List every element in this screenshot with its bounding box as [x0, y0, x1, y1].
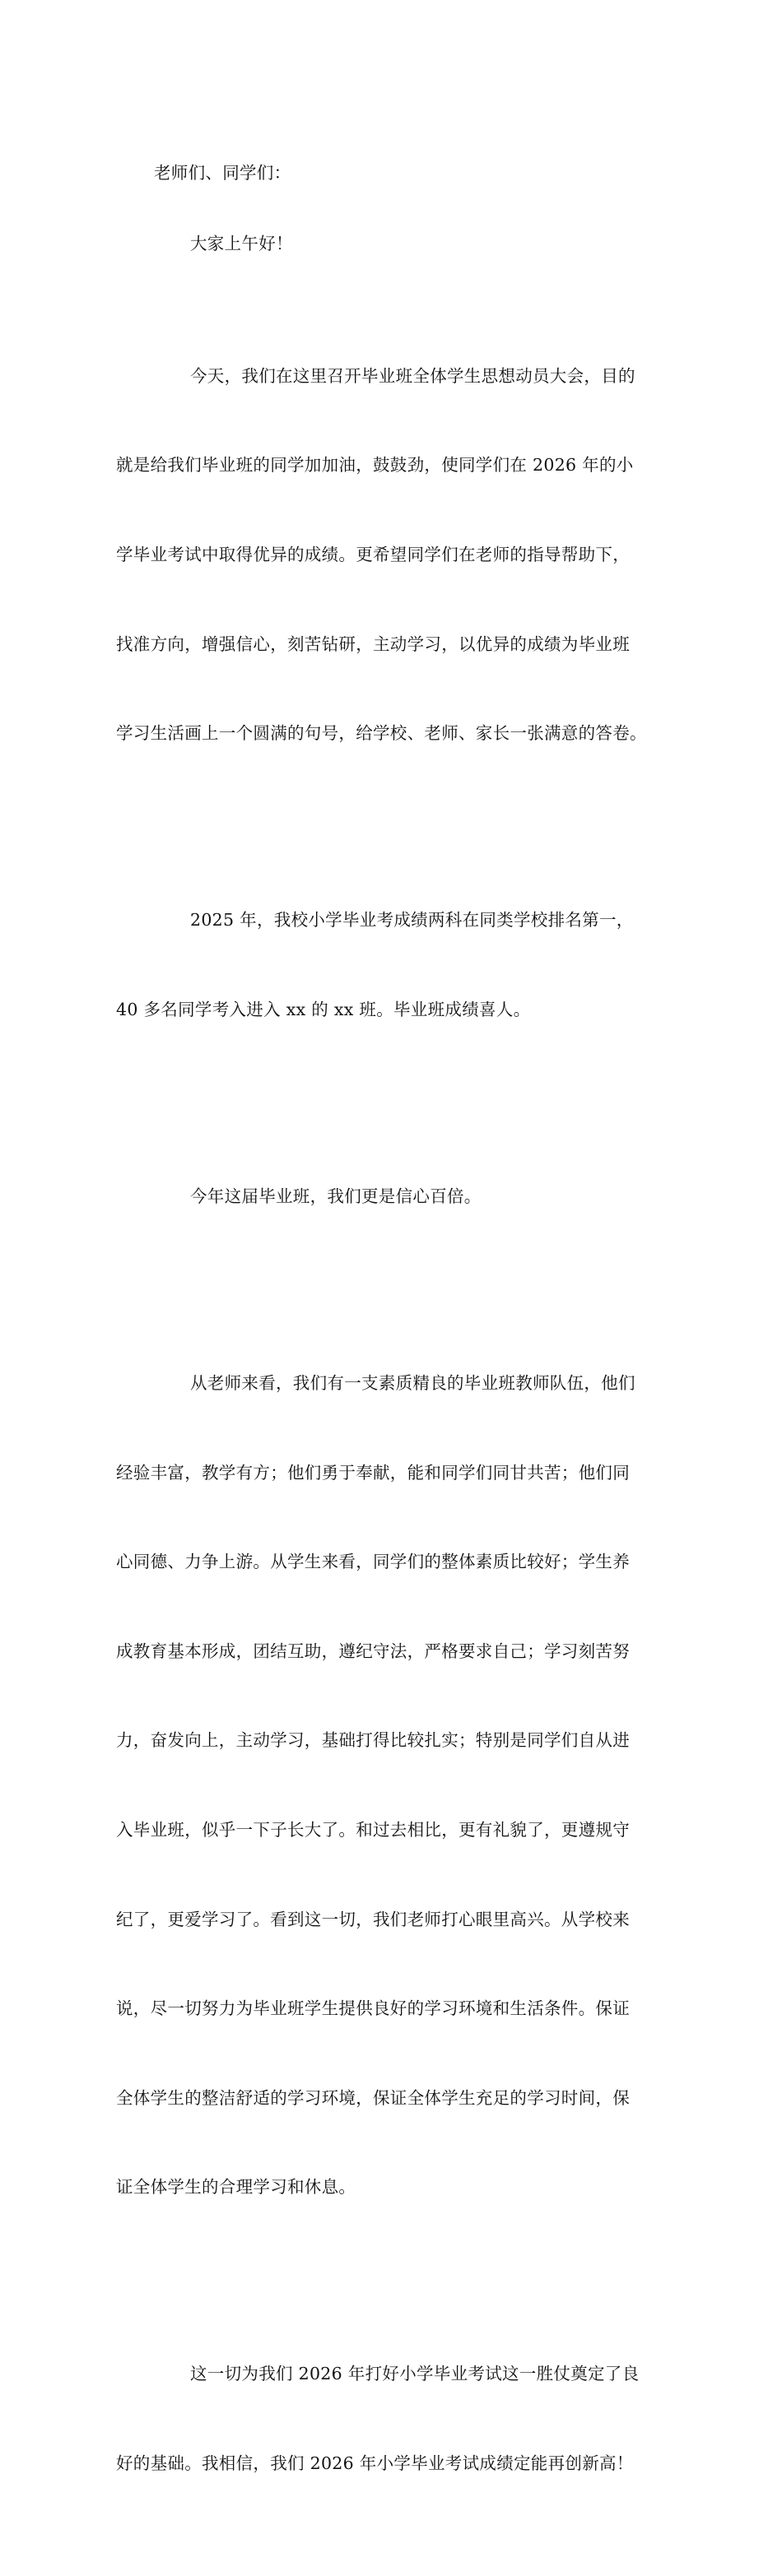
paragraph-line: 今年这届毕业班，我们更是信心百倍。 — [190, 1186, 482, 1206]
paragraph-teachers-students — [116, 1309, 684, 2263]
greeting: 大家上午好！ — [190, 234, 293, 254]
paragraph-last-year — [116, 846, 684, 1084]
paragraph-line: 今天，我们在这里召开毕业班全体学生思想动员大会，目的 — [190, 365, 635, 386]
salutation: 老师们、同学们： — [154, 163, 291, 183]
paragraph-line: 入毕业班，似乎一下子长大了。和过去相比，更有礼貌了，更遵规守 — [116, 1819, 630, 1840]
paragraph-line: 从老师来看，我们有一支素质精良的毕业班教师队伍，他们 — [190, 1372, 635, 1393]
paragraph-line: 力，奋发向上，主动学习，基础打得比较扎实；特别是同学们自从进 — [116, 1730, 630, 1751]
paragraph-conclusion — [116, 2300, 684, 2538]
document-body — [116, 158, 684, 2576]
paragraph-line: 这一切为我们 2026 年打好小学毕业考试这一胜仗奠定了良 — [190, 2364, 640, 2384]
paragraph-line: 找准方向，增强信心，刻苦钻研，主动学习，以优异的成绩为毕业班 — [116, 634, 630, 654]
paragraph-intro — [116, 301, 684, 807]
paragraph-line: 40 多名同学考入进入 xx 的 xx 班。毕业班成绩喜人。 — [116, 999, 531, 1019]
paragraph-line: 纪了，更爱学习了。看到这一切，我们老师打心眼里高兴。从学校来 — [116, 1909, 630, 1929]
paragraph-line: 学习生活画上一个圆满的句号，给学校、老师、家长一张满意的答卷。 — [116, 723, 647, 744]
paragraph-line: 全体学生的整洁舒适的学习环境，保证全体学生充足的学习时间，保 — [116, 2087, 630, 2108]
paragraph-line: 就是给我们毕业班的同学加加油，鼓鼓劲，使同学们在 2026 年的小 — [116, 455, 634, 476]
paragraph-line: 成教育基本形成，团结互助，遵纪守法，严格要求自己；学习刻苦努 — [116, 1641, 630, 1661]
paragraph-line: 心同德、力争上游。从学生来看，同学们的整体素质比较好；学生养 — [116, 1552, 630, 1572]
paragraph-line: 经验丰富，教学有方；他们勇于奉献，能和同学们同甘共苦；他们同 — [116, 1462, 630, 1483]
paragraph-line: 证全体学生的合理学习和休息。 — [116, 2177, 356, 2198]
paragraph-confidence — [116, 1121, 684, 1270]
paragraph-line: 学毕业考试中取得优异的成绩。更希望同学们在老师的指导帮助下， — [116, 545, 630, 565]
paragraph-line: 2025 年，我校小学毕业考成绩两科在同类学校排名第一， — [190, 910, 634, 931]
paragraph-line: 好的基础。我相信，我们 2026 年小学毕业考试成绩定能再创新高！ — [116, 2453, 634, 2474]
paragraph-line: 说，尽一切努力为毕业班学生提供良好的学习环境和生活条件。保证 — [116, 1998, 630, 2019]
